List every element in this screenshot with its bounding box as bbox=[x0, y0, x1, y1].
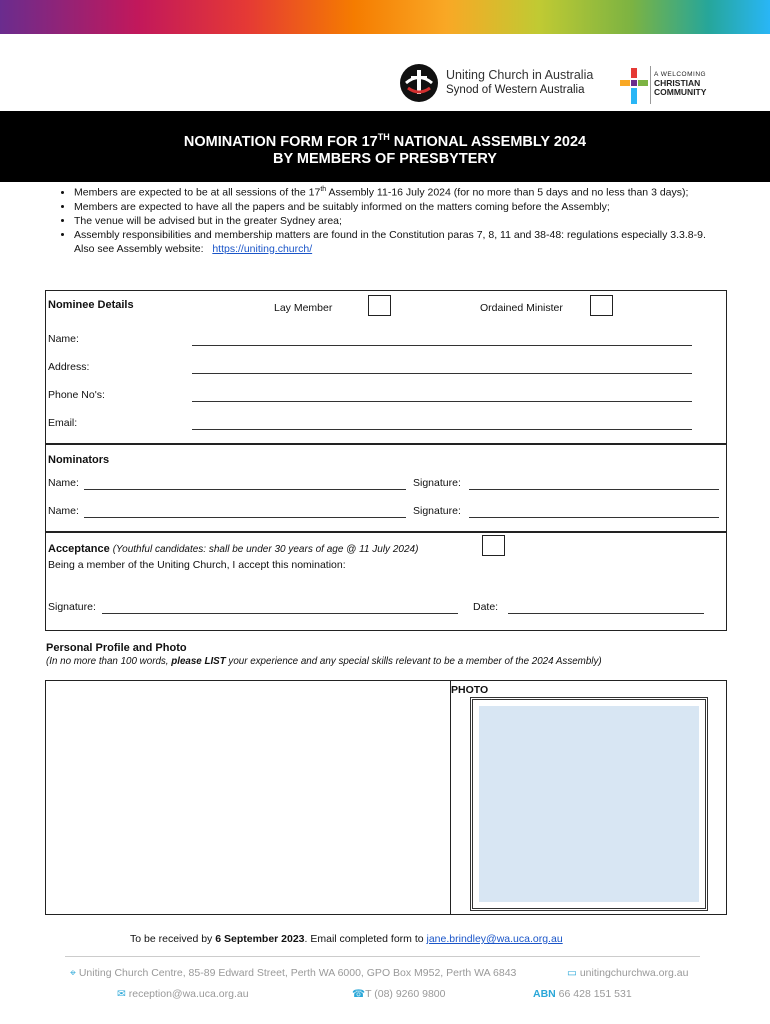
uca-emblem-icon bbox=[400, 64, 438, 102]
nominee-details-section bbox=[45, 290, 727, 445]
phone-field[interactable] bbox=[192, 401, 692, 402]
nominator1-signature-label: Signature: bbox=[413, 477, 461, 489]
nominator2-name-label: Name: bbox=[48, 505, 79, 517]
submit-deadline: 6 September 2023 bbox=[215, 933, 305, 945]
uca-logo bbox=[400, 64, 605, 106]
acceptance-heading-row bbox=[48, 543, 488, 555]
acceptance-date-field[interactable] bbox=[508, 613, 704, 614]
profile-note-post: your experience and any special skills relevant to be a member of the 2024 Assembly) bbox=[225, 656, 602, 667]
title-line1 bbox=[0, 132, 770, 150]
ordained-minister-label: Ordained Minister bbox=[480, 302, 563, 314]
footer-abn-row bbox=[533, 988, 632, 1000]
acceptance-signature-label: Signature: bbox=[48, 601, 96, 613]
submission-instructions bbox=[130, 933, 563, 945]
bullet-venue: • The venue will be advised but in the greater Sydney area; bbox=[74, 214, 708, 228]
nominee-heading: Nominee Details bbox=[48, 299, 134, 311]
colored-cross-icon bbox=[620, 68, 648, 104]
footer-phone: T (08) 9260 9800 bbox=[365, 988, 446, 1000]
footer-email-row bbox=[117, 988, 249, 1000]
lay-member-checkbox[interactable] bbox=[368, 295, 391, 316]
acceptance-age-note: (Youthful candidates: shall be under 30 years of age @ 11 July 2024) bbox=[112, 544, 419, 555]
profile-note-pre: (In no more than 100 words, bbox=[46, 656, 172, 667]
photo-label: PHOTO bbox=[451, 684, 489, 696]
acceptance-section bbox=[45, 531, 727, 631]
address-field[interactable] bbox=[192, 373, 692, 374]
acceptance-heading: Acceptance bbox=[48, 543, 110, 555]
footer-email[interactable]: reception@wa.uca.org.au bbox=[128, 988, 249, 1000]
photo-placeholder[interactable] bbox=[479, 706, 699, 902]
wcc-line3: COMMUNITY bbox=[654, 87, 707, 97]
name-label: Name: bbox=[48, 333, 79, 345]
footer-website[interactable]: unitingchurchwa.org.au bbox=[579, 967, 689, 979]
name-field[interactable] bbox=[192, 345, 692, 346]
acceptance-statement: Being a member of the Uniting Church, I accept this nomination: bbox=[48, 559, 346, 571]
title-sup: TH bbox=[377, 132, 390, 142]
bullet-papers: • Members are expected to have all the papers and be suitably informed on the matters coming before the Assembly; bbox=[74, 200, 708, 214]
wcc-line2-3 bbox=[654, 79, 706, 97]
title-banner bbox=[0, 111, 770, 182]
envelope-icon: ✉ bbox=[117, 988, 126, 1000]
profile-note bbox=[46, 656, 746, 667]
acceptance-signature-field[interactable] bbox=[102, 613, 458, 614]
b1-post: Assembly 11-16 July 2024 (for no more than 5 days and no less than 3 days); bbox=[326, 186, 689, 199]
profile-note-bold: please LIST bbox=[171, 656, 226, 667]
abn-label: ABN bbox=[533, 988, 556, 1000]
nominator2-signature-label: Signature: bbox=[413, 505, 461, 517]
monitor-icon: ▭ bbox=[567, 967, 577, 979]
nominator1-signature-field[interactable] bbox=[469, 489, 719, 490]
acceptance-date-label: Date: bbox=[473, 601, 499, 613]
uca-name: Uniting Church in Australia bbox=[446, 68, 594, 82]
bullet-constitution bbox=[74, 228, 708, 256]
ordained-minister-checkbox[interactable] bbox=[590, 295, 613, 316]
submission-email-link[interactable]: jane.brindley@wa.uca.org.au bbox=[426, 933, 563, 945]
nominator2-signature-field[interactable] bbox=[469, 517, 719, 518]
title-line1-pre: NOMINATION FORM FOR 17 bbox=[183, 133, 378, 150]
welcoming-community-logo bbox=[620, 64, 720, 106]
nominators-section bbox=[45, 443, 727, 533]
profile-text-area[interactable] bbox=[46, 681, 451, 914]
acceptance-checkbox[interactable] bbox=[482, 535, 505, 556]
instructions-list bbox=[48, 183, 708, 256]
footer-phone-row bbox=[352, 988, 445, 1000]
uca-synod: Synod of Western Australia bbox=[446, 84, 585, 96]
wcc-line1: A WELCOMING bbox=[654, 71, 707, 78]
photo-frame bbox=[470, 697, 708, 911]
submit-pre: To be received by bbox=[130, 933, 216, 945]
nominator2-name-field[interactable] bbox=[84, 517, 406, 518]
address-label: Address: bbox=[48, 361, 90, 373]
location-pin-icon: ⌖ bbox=[70, 967, 76, 979]
footer-abn: 66 428 151 531 bbox=[558, 988, 632, 1000]
submit-mid: . Email completed form to bbox=[304, 933, 427, 945]
nominator1-name-label: Name: bbox=[48, 477, 79, 489]
profile-photo-section bbox=[45, 680, 727, 915]
email-label: Email: bbox=[48, 417, 78, 429]
footer-address-row bbox=[70, 967, 516, 980]
footer-divider bbox=[65, 956, 700, 957]
phone-icon: ☎ bbox=[352, 988, 366, 1000]
b1-pre: Members are expected to be at all sessions of the 17 bbox=[74, 186, 321, 199]
lay-member-label: Lay Member bbox=[274, 302, 333, 314]
nominators-heading: Nominators bbox=[48, 454, 110, 466]
title-line2: BY MEMBERS OF PRESBYTERY bbox=[273, 151, 497, 167]
top-color-bar bbox=[0, 0, 770, 34]
b4-text: Assembly responsibilities and membership matters are found in the Constitution paras 7, 8, 11 and 38-48: regulations especially 3.3.8-9. Also see Assembly website: bbox=[74, 228, 706, 255]
bullet-attendance bbox=[74, 183, 708, 200]
phone-label: Phone No's: bbox=[48, 389, 105, 401]
email-field[interactable] bbox=[192, 429, 692, 430]
title-line1-post: NATIONAL ASSEMBLY 2024 bbox=[389, 133, 587, 150]
footer-address: Uniting Church Centre, 85-89 Edward Street, Perth WA 6000, GPO Box M952, Perth WA 6843 bbox=[78, 967, 517, 979]
footer-website-row bbox=[567, 967, 688, 979]
profile-heading: Personal Profile and Photo bbox=[46, 642, 187, 654]
b1-sup: th bbox=[320, 186, 327, 193]
assembly-website-link[interactable]: https://uniting.church/ bbox=[212, 242, 313, 255]
nominator1-name-field[interactable] bbox=[84, 489, 406, 490]
wcc-line2: CHRISTIAN bbox=[654, 78, 701, 88]
